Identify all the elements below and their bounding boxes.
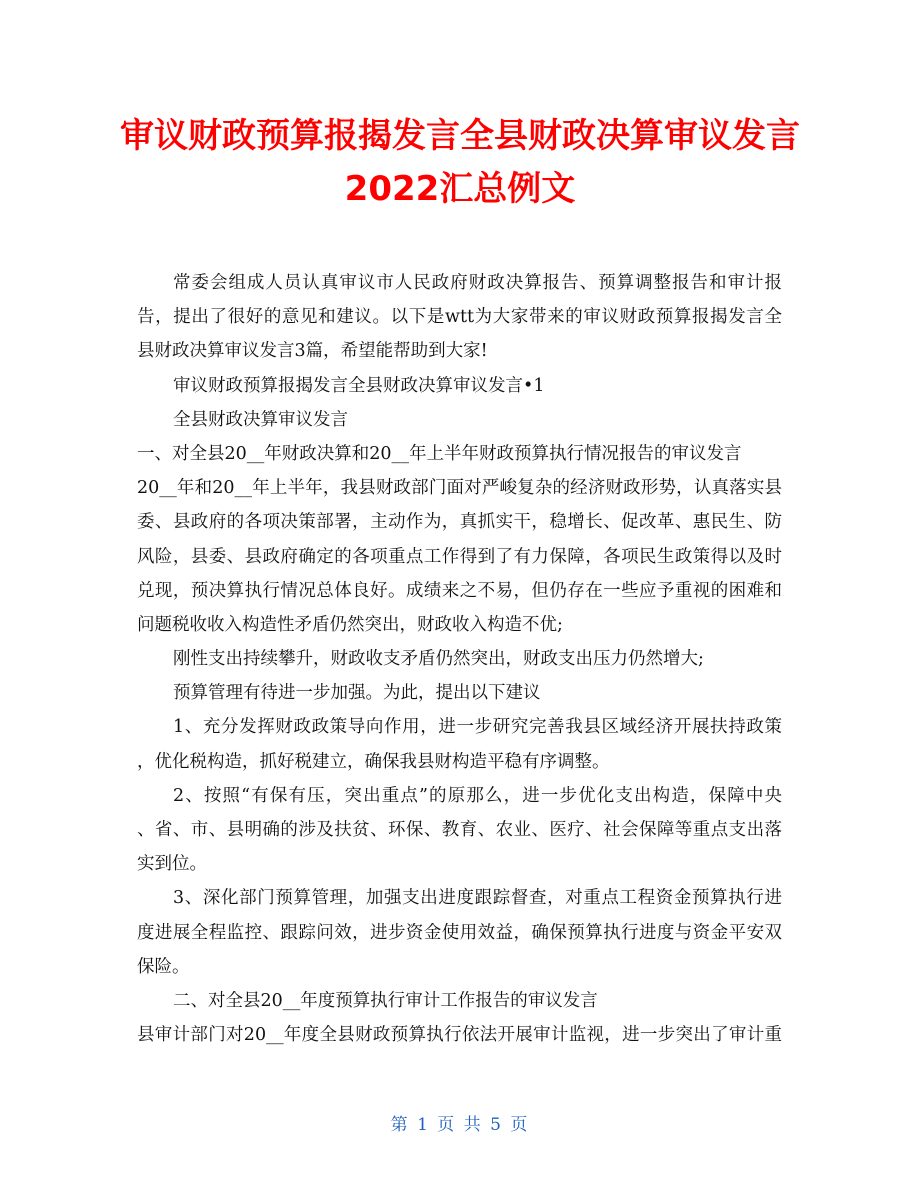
body-line: 实到位。 xyxy=(137,854,207,875)
section-heading: 二、对全县20__年度预算执行审计工作报告的审议发言 xyxy=(173,990,598,1011)
body-line: 刚性支出持续攀升，财政收支矛盾仍然突出，财政支出压力仍然增大; xyxy=(173,649,704,670)
document-body xyxy=(137,266,782,1052)
section-subheading: 全县财政决算审议发言 xyxy=(173,409,348,430)
body-line: 预算管理有待进一步加强。为此，提出以下建议 xyxy=(173,683,541,704)
document-title-line2: 2022汇总例文 xyxy=(344,169,576,209)
body-line: 风险，县委、县政府确定的各项重点工作得到了有力保障，各项民生政策得以及时 xyxy=(137,546,782,567)
page-indicator: 第 1 页 共 5 页 xyxy=(390,1115,530,1135)
section-heading: 审议财政预算报揭发言全县财政决算审议发言•1 xyxy=(173,375,545,396)
body-line: 常委会组成人员认真审议市人民政府财政决算报告、预算调整报告和审计报 xyxy=(173,273,782,293)
body-line: 兑现，预决算执行情况总体良好。成绩来之不易，但仍存在一些应予重视的困难和 xyxy=(137,580,782,601)
body-line: 20__年和20__年上半年，我县财政部门面对严峻复杂的经济财政形势，认真落实县 xyxy=(137,478,782,499)
document-title-line1: 审议财政预算报揭发言全县财政决算审议发言 xyxy=(120,116,800,156)
body-line: 2、按照“有保有压，突出重点”的原那么，进一步优化支出构造，保障中央 xyxy=(173,785,782,806)
body-line: 县财政决算审议发言3篇，希望能帮助到大家! xyxy=(137,341,488,362)
body-line: 3、深化部门预算管理，加强支出进度跟踪督查，对重点工程资金预算执行进 xyxy=(173,888,782,909)
body-line: 委、县政府的各项决策部署，主动作为，真抓实干，稳增长、促改革、惠民生、防 xyxy=(137,512,782,533)
body-line: 告，提出了很好的意见和建议。以下是wtt为大家带来的审议财政预算报揭发言全 xyxy=(137,307,782,328)
body-line: 度进展全程监控、跟踪问效，进步资金使用效益，确保预算执行进度与资金平安双 xyxy=(137,922,782,943)
body-line: ，优化税构造，抓好税建立，确保我县财构造平稳有序调整。 xyxy=(137,751,610,772)
body-line: 问题税收收入构造性矛盾仍然突出，财政收入构造不优; xyxy=(137,614,563,635)
body-line: 保险。 xyxy=(137,956,190,977)
body-line: 、省、市、县明确的涉及扶贫、环保、教育、农业、医疗、社会保障等重点支出落 xyxy=(137,820,782,840)
body-line: 一、对全县20__年财政决算和20__年上半年财政预算执行情况报告的审议发言 xyxy=(137,443,742,464)
body-line: 1、充分发挥财政政策导向作用，进一步研究完善我县区域经济开展扶持政策 xyxy=(173,717,782,738)
body-line: 县审计部门对20__年度全县财政预算执行依法开展审计监视，进一步突出了审计重 xyxy=(137,1025,782,1046)
